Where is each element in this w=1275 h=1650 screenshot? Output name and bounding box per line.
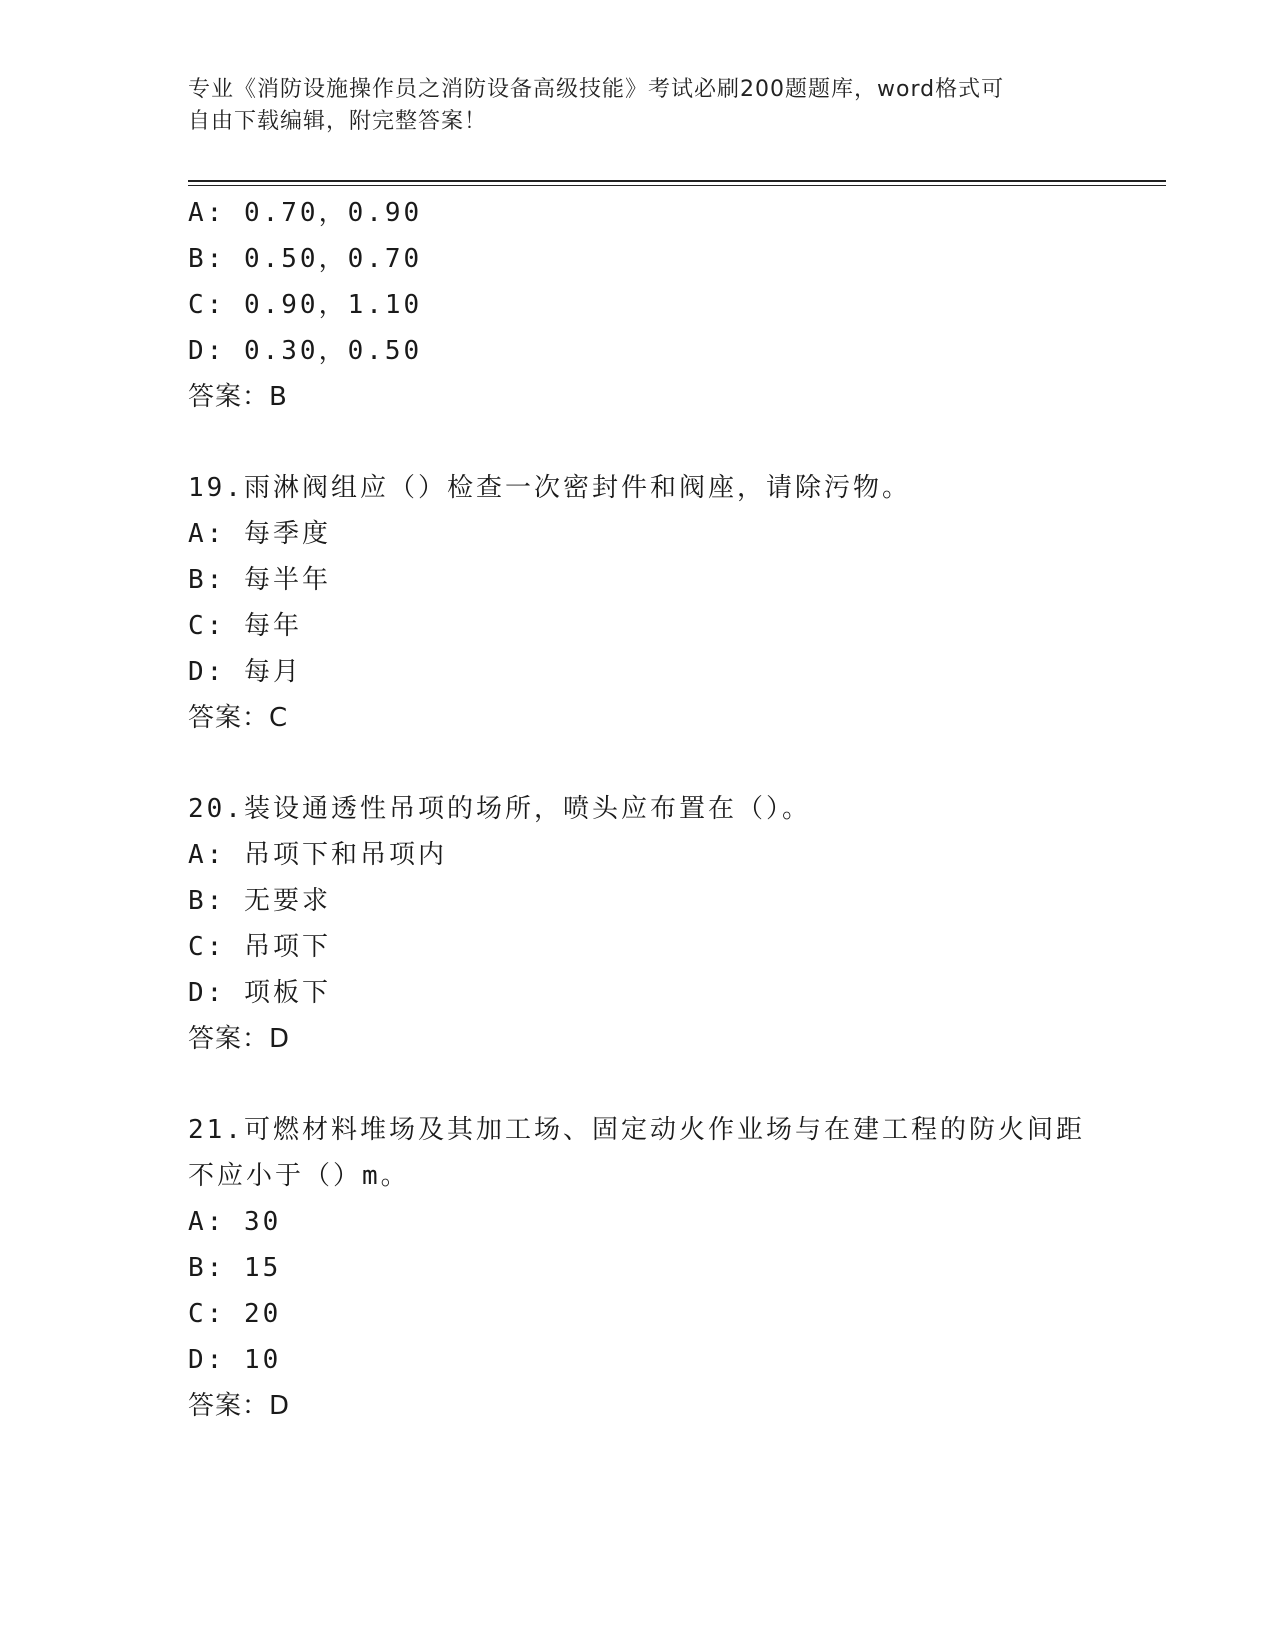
option-a: A: 每季度	[188, 519, 331, 549]
option-d: D: 10	[188, 1345, 282, 1375]
question-19	[188, 465, 1088, 741]
question-text: 19.雨淋阀组应（）检查一次密封件和阀座，请除污物。	[188, 473, 911, 503]
question-text-line-2: 不应小于（）m。	[188, 1161, 410, 1191]
document-header	[188, 74, 1068, 138]
header-line-1: 专业《消防设施操作员之消防设备高级技能》考试必刷200题题库，word格式可	[188, 77, 1005, 102]
question-list	[188, 190, 1088, 1429]
question-20	[188, 786, 1088, 1062]
option-d: D: 项板下	[188, 978, 331, 1008]
question-18-partial	[188, 190, 1088, 420]
question-text: 20.装设通透性吊项的场所，喷头应布置在（）。	[188, 794, 811, 824]
option-b: B: 每半年	[188, 565, 331, 595]
question-text-line-1: 21.可燃材料堆场及其加工场、固定动火作业场与在建工程的防火间距	[188, 1115, 1085, 1145]
option-c: C: 每年	[188, 611, 302, 641]
header-divider-thick	[188, 180, 1166, 182]
answer-line: 答案：D	[188, 1024, 291, 1054]
option-d: D: 0.30，0.50	[188, 336, 423, 366]
option-b: B: 15	[188, 1253, 282, 1283]
header-line-2: 自由下载编辑，附完整答案！	[188, 109, 488, 134]
option-c: C: 吊项下	[188, 932, 331, 962]
header-divider-thin	[188, 185, 1166, 186]
option-a: A: 30	[188, 1207, 282, 1237]
option-b: B: 0.50，0.70	[188, 244, 423, 274]
option-a: A: 吊项下和吊项内	[188, 840, 447, 870]
option-d: D: 每月	[188, 657, 302, 687]
option-c: C: 0.90，1.10	[188, 290, 423, 320]
answer-line: 答案：B	[188, 382, 288, 412]
option-c: C: 20	[188, 1299, 282, 1329]
question-21	[188, 1107, 1088, 1429]
option-b: B: 无要求	[188, 886, 331, 916]
answer-line: 答案：D	[188, 1391, 291, 1421]
option-a: A: 0.70，0.90	[188, 198, 423, 228]
answer-line: 答案：C	[188, 703, 289, 733]
